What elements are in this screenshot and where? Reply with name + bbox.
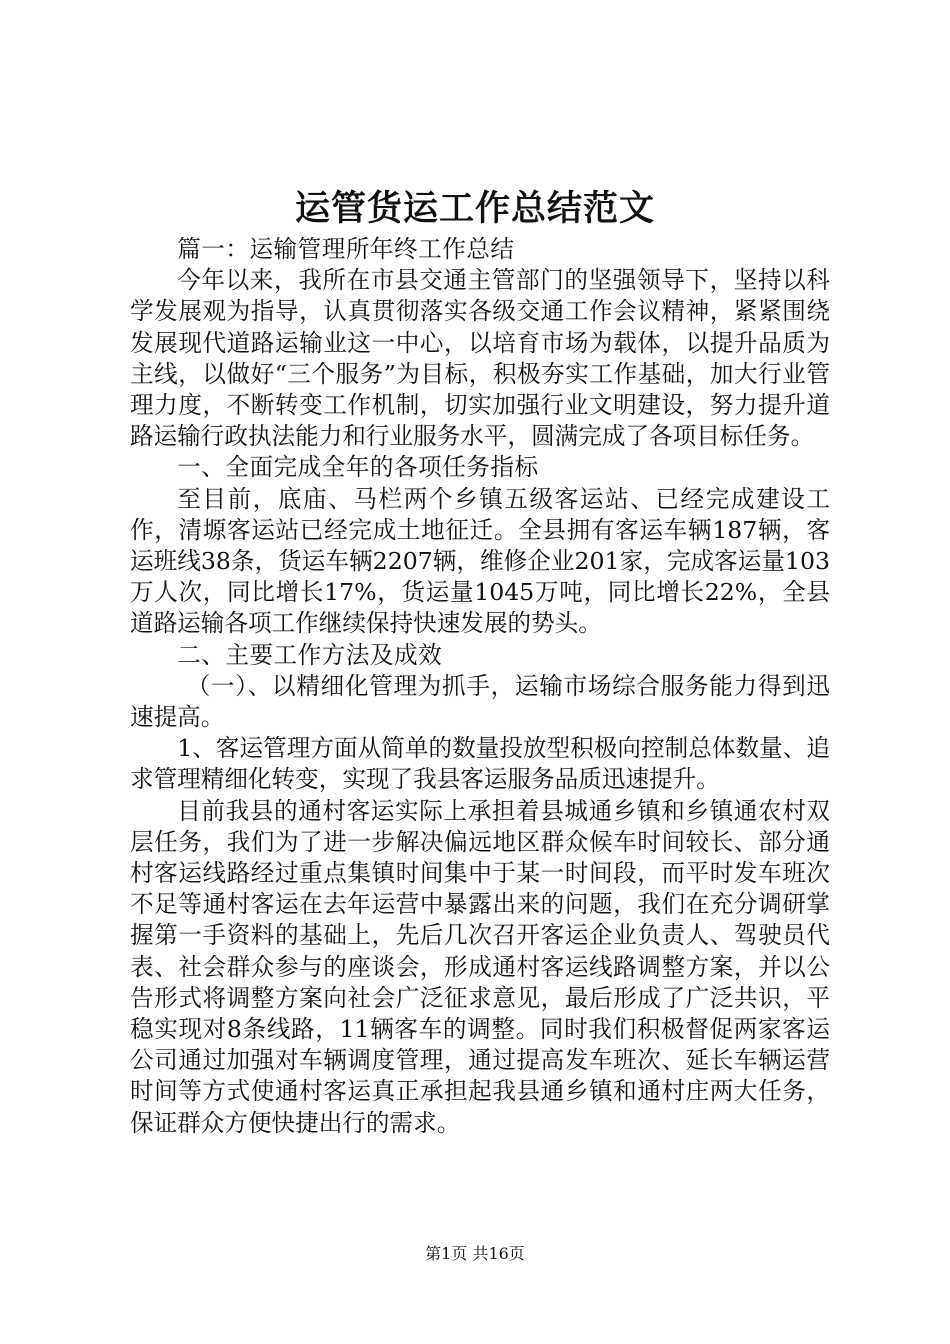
section-heading-part-one: 篇一：运输管理所年终工作总结 — [177, 235, 515, 263]
section-heading-task-indicators: 一、全面完成全年的各项任务指标 — [177, 453, 539, 482]
village-transport-paragraph: 目前我县的通村客运实际上承担着县城通乡镇和乡镇通农村双层任务，我们为了进一步解决偏远地区群众候车时间较长、部分通村客运线路经过重点集镇时间集中于某一时间段，而平时发车班次不足等通村客运在去年运营中暴露出来的问题，我们在充分调研掌握第一手资料的基础上，先后几次召开客运企业负责人、驾驶员代表、社会群众参与的座谈会，形成通村客运线路调整方案，并以公告形式将调整方案向社会广泛征求意见，最后形成了广泛共识，平稳实现对8条线路，11辆客车的调整。同时我们积极督促两家客运公司通过加强对车辆调度管理，通过提高发车班次、延长车辆运营时间等方式使通村客运真正承担起我县通乡镇和通村庄两大任务，保证群众方便快捷出行的需求。 — [130, 796, 830, 1137]
section-heading-methods: 二、主要工作方法及成效 — [177, 640, 443, 669]
task-indicators-paragraph: 至目前，底庙、马栏两个乡镇五级客运站、已经完成建设工作，清塬客运站已经完成土地征迁。全县拥有客运车辆187辆，客运班线38条，货运车辆2207辆，维修企业201家，完成客运量103万人次，同比增长17%，货运量1045万吨，同比增长22%，全县道路运输各项工作继续保持快速发展的势头。 — [130, 484, 830, 638]
document-body — [130, 234, 830, 1139]
passenger-management-paragraph: 1、客运管理方面从简单的数量投放型积极向控制总体数量、追求管理精细化转变，实现了我县客运服务品质迅速提升。 — [130, 734, 830, 794]
page-number-footer: 第1页 共16页 — [425, 1244, 525, 1263]
subsection-heading-refined-management: （一）、以精细化管理为抓手，运输市场综合服务能力得到迅速提高。 — [130, 671, 830, 732]
intro-paragraph: 今年以来，我所在市县交通主管部门的坚强领导下，坚持以科学发展观为指导，认真贯彻落实各级交通工作会议精神，紧紧围绕发展现代道路运输业这一中心，以培育市场为载体，以提升品质为主线，以做好“三个服务”为目标，积极夯实工作基础，加大行业管理力度，不断转变工作机制，切实加强行业文明建设，努力提升道路运输行政执法能力和行业服务水平，圆满完成了各项目标任务。 — [130, 266, 830, 451]
document-title: 运管货运工作总结范文 — [294, 188, 655, 229]
